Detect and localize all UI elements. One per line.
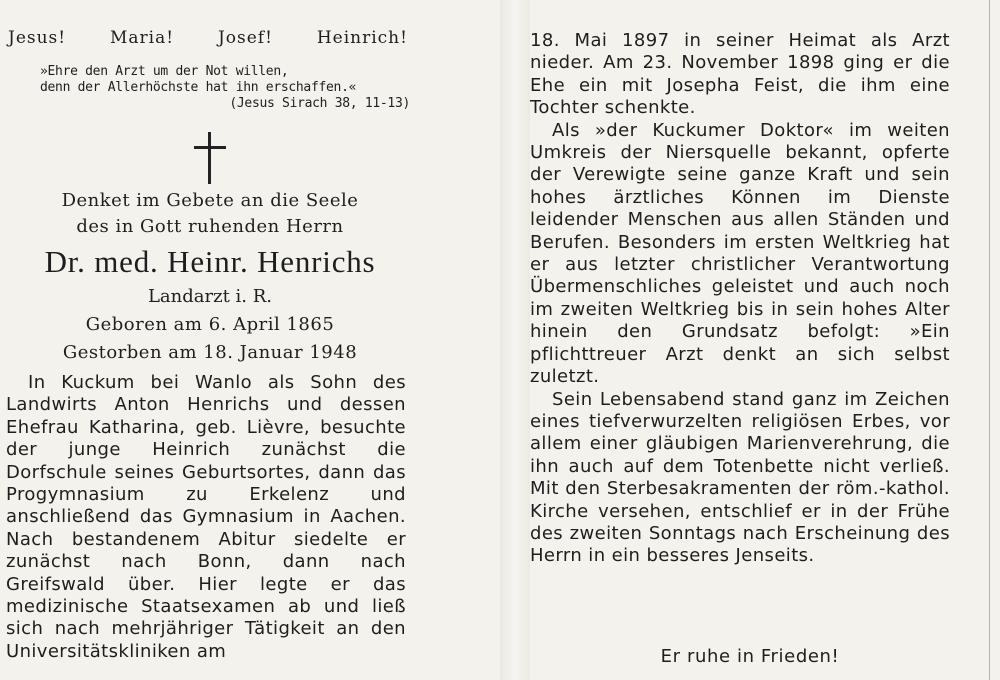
biography-right: [530, 30, 950, 568]
prayer-line-1: Denket im Gebete an die Seele: [61, 190, 359, 211]
bio-paragraph-2: 18. Mai 1897 in seiner Heimat als Arzt nieder. Am 23. November 1898 ging er die Ehe ein mit Josepha Feist, die ihm eine Tochter schenkte.: [530, 30, 950, 119]
name-josef: Josef!: [217, 28, 273, 48]
name-heinrich: Heinrich!: [316, 28, 408, 48]
closing-line: Er ruhe in Frieden!: [660, 646, 840, 667]
deceased-name: Dr. med. Heinr. Henrichs: [44, 244, 376, 279]
deceased-title: Landarzt i. R.: [147, 286, 273, 307]
name-maria: Maria!: [110, 28, 175, 48]
bio-paragraph-3: Als »der Kuckumer Doktor« im weiten Umkreis der Niersquelle bekannt, opferte der Verewigte seine ganze Kraft und sein hohes ärztliches Können im Dienste leidender Menschen aus allen Ständen und Berufen. Besonders im ersten Weltkrieg hat er aus letzter christlicher Verantwortung Übermenschliches geleistet und auch noch im zweiten Weltkrieg bis in sein hohes Alter hinein den Grundsatz befolgt: »Ein pflichttreuer Arzt denkt an sich selbst zuletzt.: [530, 119, 950, 388]
biography-left: [6, 372, 406, 663]
holy-names: [8, 28, 408, 48]
quote-reference: (Jesus Sirach 38, 11-13): [229, 96, 410, 111]
page-edge: [989, 0, 990, 680]
birth-date: Geboren am 6. April 1865: [85, 314, 335, 335]
fold-gutter: [500, 0, 530, 680]
quote-line-1: »Ehre den Arzt um der Not willen,: [40, 64, 289, 79]
death-date: Gestorben am 18. Januar 1948: [62, 342, 358, 363]
bio-paragraph-1: In Kuckum bei Wanlo als Sohn des Landwirts Anton Henrichs und dessen Ehefrau Katharina, geb. Lièvre, besuchte der junge Heinrich zunächst die Dorfschule seines Geburtsortes, dann das Progymnasium zu Erkelenz und anschließend das Gymnasium in Aachen. Nach bestandenem Abitur siedelte er zunächst nach Bonn, dann nach Greifswald über. Hier legte er das medizinische Staatsexamen ab und ließ sich nach mehrjähriger Tätigkeit an den Universitätskliniken am: [6, 372, 406, 662]
quote-line-2: denn der Allerhöchste hat ihn erschaffen.«: [40, 80, 357, 95]
bible-quote: [40, 64, 410, 112]
right-column: [530, 0, 1000, 680]
cross-icon: [190, 132, 230, 184]
bio-paragraph-4: Sein Lebensabend stand ganz im Zeichen eines tiefverwurzelten religiösen Erbes, vor allem einer gläubigen Marienverehrung, die ihn auch auf dem Totenbette nicht verließ. Mit den Sterbesakramenten der röm.-kathol. Kirche versehen, entschlief er in der Frühe des zweiten Sonntags nach Erscheinung des Herrn in ein besseres Jenseits.: [530, 388, 950, 567]
prayer-line-2: des in Gott ruhenden Herrn: [76, 216, 344, 237]
name-jesus: Jesus!: [8, 28, 67, 48]
